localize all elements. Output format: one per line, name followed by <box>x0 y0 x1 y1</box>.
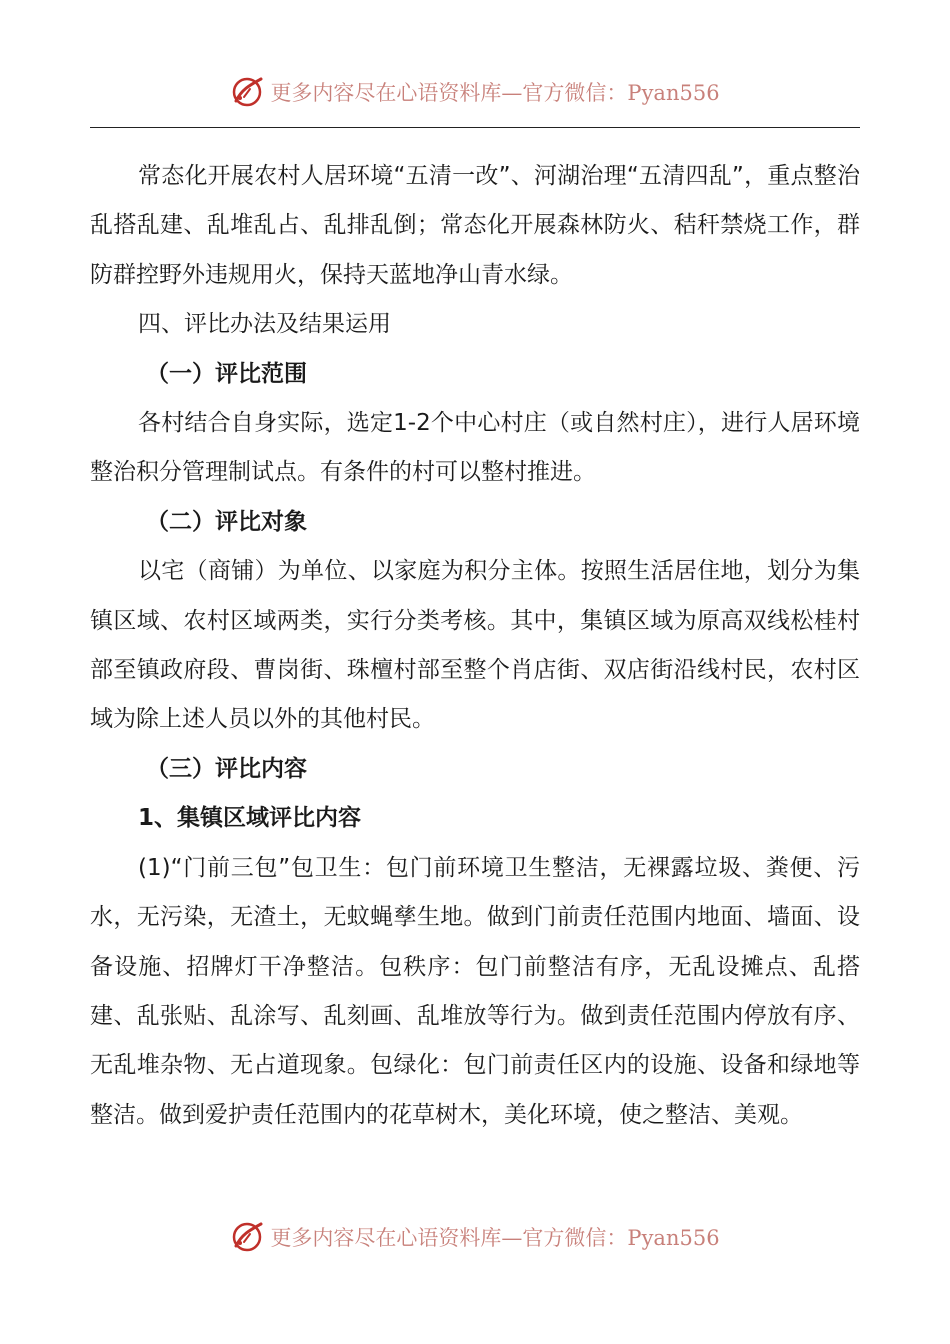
paragraph-three-guarantees: (1)“门前三包”包卫生：包门前环境卫生整洁，无裸露垃圾、粪便、污水，无污染，无渣土，无蚊蝇孳生地。做到门前责任范围内地面、墙面、设备设施、招牌灯干净整洁。包秩序：包门前整洁有序，无乱设摊点、乱搭建、乱张贴、乱涂写、乱刻画、乱堆放等行为。做到责任范围内停放有序、无乱堆杂物、无占道现象。包绿化：包门前责任区内的设施、设备和绿地等整洁。做到爱护责任范围内的花草树木，美化环境，使之整洁、美观。 <box>90 854 860 1128</box>
section-heading-4: 四、评比办法及结果运用 <box>138 311 391 338</box>
header-divider <box>90 127 860 128</box>
item-heading-town-area: 1、集镇区域评比内容 <box>138 805 362 832</box>
brand-logo-icon <box>230 75 264 109</box>
footer-banner <box>0 1215 950 1259</box>
paragraph-environment: 常态化开展农村人居环境“五清一改”、河湖治理“五清四乱”，重点整治乱搭乱建、乱堆乱占、乱排乱倒；常态化开展森林防火、秸秆禁烧工作，群防群控野外违规用火，保持天蓝地净山青水绿。 <box>90 163 860 288</box>
footer-banner-content <box>230 1220 719 1254</box>
document-body <box>90 152 860 1140</box>
subheading-content: （三）评比内容 <box>146 755 307 782</box>
brand-logo-icon <box>230 1220 264 1254</box>
header-banner <box>0 70 950 114</box>
header-banner-text: 更多内容尽在心语资料库—官方微信：Pyan556 <box>270 81 720 105</box>
header-banner-content <box>230 75 719 109</box>
footer-banner-text: 更多内容尽在心语资料库—官方微信：Pyan556 <box>270 1226 720 1250</box>
paragraph-scope: 各村结合自身实际，选定1-2个中心村庄（或自然村庄），进行人居环境整治积分管理制试点。有条件的村可以整村推进。 <box>90 410 860 486</box>
paragraph-targets: 以宅（商铺）为单位、以家庭为积分主体。按照生活居住地，划分为集镇区域、农村区域两类，实行分类考核。其中，集镇区域为原高双线松桂村部至镇政府段、曹岗街、珠檀村部至整个肖店街、双店街沿线村民，农村区域为除上述人员以外的其他村民。 <box>90 558 860 733</box>
subheading-scope: （一）评比范围 <box>146 360 307 387</box>
subheading-targets: （二）评比对象 <box>146 508 307 535</box>
